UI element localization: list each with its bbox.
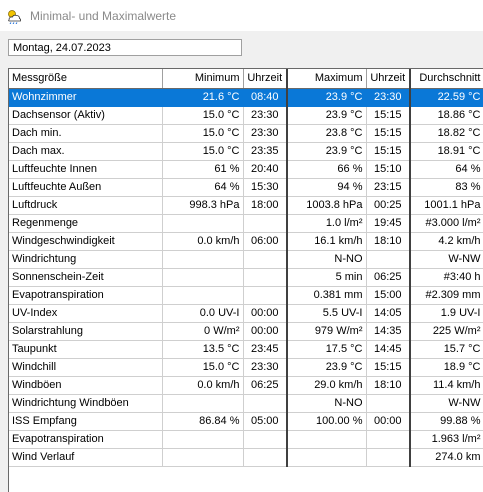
cell-messgroesse: UV-Index <box>9 304 162 322</box>
cell-min-time <box>243 448 287 466</box>
table-row[interactable] <box>9 430 483 448</box>
cell-maximum: 5 min <box>287 268 366 286</box>
cell-maximum: 23.9 °C <box>287 142 366 160</box>
table-row[interactable] <box>9 448 483 466</box>
cell-durchschnitt: 18.86 °C <box>410 106 483 124</box>
cell-durchschnitt: 18.91 °C <box>410 142 483 160</box>
table-row[interactable] <box>9 214 483 232</box>
cell-min-time <box>243 430 287 448</box>
cell-max-time: 15:15 <box>366 142 410 160</box>
cell-min-time: 18:00 <box>243 196 287 214</box>
column-header-min-time[interactable]: Uhrzeit <box>243 69 287 88</box>
cell-min-time <box>243 214 287 232</box>
table-row[interactable] <box>9 124 483 142</box>
cell-maximum: 23.9 °C <box>287 88 366 106</box>
table-row[interactable] <box>9 412 483 430</box>
cell-min-time <box>243 286 287 304</box>
cell-maximum: 23.9 °C <box>287 358 366 376</box>
cell-minimum: 13.5 °C <box>162 340 243 358</box>
cell-durchschnitt: #3.000 l/m² <box>410 214 483 232</box>
table-row[interactable] <box>9 106 483 124</box>
cell-maximum: 0.381 mm <box>287 286 366 304</box>
cell-maximum: 100.00 % <box>287 412 366 430</box>
column-header-maximum[interactable]: Maximum <box>287 69 366 88</box>
cell-maximum: 29.0 km/h <box>287 376 366 394</box>
cell-minimum: 0 W/m² <box>162 322 243 340</box>
cell-min-time: 23:30 <box>243 358 287 376</box>
cell-min-time: 20:40 <box>243 160 287 178</box>
cell-minimum <box>162 394 243 412</box>
cell-minimum: 15.0 °C <box>162 124 243 142</box>
cell-maximum: N-NO <box>287 394 366 412</box>
cell-min-time: 23:30 <box>243 106 287 124</box>
cell-maximum: 23.8 °C <box>287 124 366 142</box>
table-row[interactable] <box>9 196 483 214</box>
cell-min-time: 23:30 <box>243 124 287 142</box>
cell-max-time: 14:05 <box>366 304 410 322</box>
cell-messgroesse: Wohnzimmer <box>9 88 162 106</box>
cell-maximum: 1003.8 hPa <box>287 196 366 214</box>
cell-minimum <box>162 250 243 268</box>
cell-durchschnitt: 83 % <box>410 178 483 196</box>
cell-durchschnitt: 274.0 km <box>410 448 483 466</box>
cell-durchschnitt: W-NW <box>410 394 483 412</box>
cell-min-time <box>243 394 287 412</box>
table-row[interactable] <box>9 250 483 268</box>
cell-min-time: 23:35 <box>243 142 287 160</box>
table-row[interactable] <box>9 88 483 106</box>
cell-messgroesse: Windböen <box>9 376 162 394</box>
cell-minimum: 15.0 °C <box>162 358 243 376</box>
cell-minimum: 998.3 hPa <box>162 196 243 214</box>
cell-maximum: 17.5 °C <box>287 340 366 358</box>
cell-durchschnitt: 64 % <box>410 160 483 178</box>
cell-minimum: 15.0 °C <box>162 106 243 124</box>
cell-minimum <box>162 268 243 286</box>
cell-messgroesse: Windgeschwindigkeit <box>9 232 162 250</box>
cell-maximum: 66 % <box>287 160 366 178</box>
cell-max-time: 23:30 <box>366 88 410 106</box>
cell-min-time <box>243 268 287 286</box>
weather-app-icon <box>6 8 22 24</box>
cell-minimum <box>162 448 243 466</box>
cell-messgroesse: Regenmenge <box>9 214 162 232</box>
cell-max-time: 18:10 <box>366 232 410 250</box>
cell-min-time: 15:30 <box>243 178 287 196</box>
cell-maximum: 5.5 UV-I <box>287 304 366 322</box>
table-row[interactable] <box>9 394 483 412</box>
cell-messgroesse: Evapotranspiration <box>9 286 162 304</box>
cell-durchschnitt: 15.7 °C <box>410 340 483 358</box>
cell-max-time: 14:35 <box>366 322 410 340</box>
column-header-durchschnitt[interactable]: Durchschnitt <box>410 69 483 88</box>
cell-min-time: 08:40 <box>243 88 287 106</box>
table-row[interactable] <box>9 268 483 286</box>
cell-durchschnitt: W-NW <box>410 250 483 268</box>
cell-min-time: 06:25 <box>243 376 287 394</box>
cell-min-time <box>243 250 287 268</box>
cell-minimum <box>162 214 243 232</box>
cell-messgroesse: Evapotranspiration <box>9 430 162 448</box>
cell-max-time: 19:45 <box>366 214 410 232</box>
cell-maximum: 16.1 km/h <box>287 232 366 250</box>
cell-max-time: 00:25 <box>366 196 410 214</box>
cell-messgroesse: Sonnenschein-Zeit <box>9 268 162 286</box>
cell-max-time: 14:45 <box>366 340 410 358</box>
cell-messgroesse: Wind Verlauf <box>9 448 162 466</box>
cell-max-time: 15:10 <box>366 160 410 178</box>
cell-max-time: 18:10 <box>366 376 410 394</box>
cell-minimum: 0.0 km/h <box>162 232 243 250</box>
cell-messgroesse: Solarstrahlung <box>9 322 162 340</box>
cell-maximum: 979 W/m² <box>287 322 366 340</box>
cell-messgroesse: Luftdruck <box>9 196 162 214</box>
cell-minimum: 15.0 °C <box>162 142 243 160</box>
cell-minimum <box>162 430 243 448</box>
table-row[interactable] <box>9 340 483 358</box>
cell-minimum: 86.84 % <box>162 412 243 430</box>
cell-max-time: 15:00 <box>366 286 410 304</box>
cell-durchschnitt: 99.88 % <box>410 412 483 430</box>
cell-durchschnitt: 225 W/m² <box>410 322 483 340</box>
cell-messgroesse: Dach max. <box>9 142 162 160</box>
cell-durchschnitt: 18.9 °C <box>410 358 483 376</box>
cell-messgroesse: Luftfeuchte Innen <box>9 160 162 178</box>
cell-maximum <box>287 430 366 448</box>
cell-durchschnitt: 1.9 UV-I <box>410 304 483 322</box>
cell-messgroesse: Dachsensor (Aktiv) <box>9 106 162 124</box>
cell-durchschnitt: 1001.1 hPa <box>410 196 483 214</box>
cell-min-time: 23:45 <box>243 340 287 358</box>
cell-messgroesse: Windrichtung Windböen <box>9 394 162 412</box>
cell-max-time: 15:15 <box>366 358 410 376</box>
cell-maximum: 23.9 °C <box>287 106 366 124</box>
cell-durchschnitt: 11.4 km/h <box>410 376 483 394</box>
table-row[interactable] <box>9 322 483 340</box>
cell-messgroesse: ISS Empfang <box>9 412 162 430</box>
cell-max-time <box>366 394 410 412</box>
table-row[interactable] <box>9 178 483 196</box>
cell-minimum: 64 % <box>162 178 243 196</box>
cell-minimum: 21.6 °C <box>162 88 243 106</box>
cell-messgroesse: Taupunkt <box>9 340 162 358</box>
column-header-minimum[interactable]: Minimum <box>162 69 243 88</box>
cell-maximum <box>287 448 366 466</box>
table-row[interactable] <box>9 232 483 250</box>
cell-min-time: 06:00 <box>243 232 287 250</box>
cell-max-time <box>366 430 410 448</box>
cell-messgroesse: Windchill <box>9 358 162 376</box>
cell-minimum: 0.0 km/h <box>162 376 243 394</box>
date-field[interactable]: Montag, 24.07.2023 <box>8 39 242 56</box>
cell-durchschnitt: 18.82 °C <box>410 124 483 142</box>
cell-messgroesse: Luftfeuchte Außen <box>9 178 162 196</box>
window-title: Minimal- und Maximalwerte <box>30 8 177 23</box>
cell-max-time: 15:15 <box>366 124 410 142</box>
cell-max-time <box>366 250 410 268</box>
cell-messgroesse: Dach min. <box>9 124 162 142</box>
table-row[interactable] <box>9 142 483 160</box>
cell-min-time: 00:00 <box>243 304 287 322</box>
min-max-table <box>8 68 483 492</box>
cell-maximum: N-NO <box>287 250 366 268</box>
cell-durchschnitt: #3:40 h <box>410 268 483 286</box>
cell-durchschnitt: 22.59 °C <box>410 88 483 106</box>
column-header-max-time[interactable]: Uhrzeit <box>366 69 410 88</box>
title-bar <box>0 0 483 31</box>
cell-max-time: 23:15 <box>366 178 410 196</box>
cell-max-time: 15:15 <box>366 106 410 124</box>
cell-min-time: 00:00 <box>243 322 287 340</box>
cell-durchschnitt: #2.309 mm <box>410 286 483 304</box>
cell-minimum: 0.0 UV-I <box>162 304 243 322</box>
cell-max-time: 00:00 <box>366 412 410 430</box>
cell-maximum: 94 % <box>287 178 366 196</box>
cell-minimum <box>162 286 243 304</box>
cell-durchschnitt: 4.2 km/h <box>410 232 483 250</box>
cell-max-time <box>366 448 410 466</box>
table-row[interactable] <box>9 358 483 376</box>
table-row[interactable] <box>9 376 483 394</box>
table-row[interactable] <box>9 304 483 322</box>
table-header-row <box>9 69 483 88</box>
table-row[interactable] <box>9 286 483 304</box>
cell-min-time: 05:00 <box>243 412 287 430</box>
cell-max-time: 06:25 <box>366 268 410 286</box>
cell-maximum: 1.0 l/m² <box>287 214 366 232</box>
cell-durchschnitt: 1.963 l/m² <box>410 430 483 448</box>
cell-messgroesse: Windrichtung <box>9 250 162 268</box>
column-header-messgroesse[interactable]: Messgröße <box>9 69 162 88</box>
table-row[interactable] <box>9 160 483 178</box>
cell-minimum: 61 % <box>162 160 243 178</box>
